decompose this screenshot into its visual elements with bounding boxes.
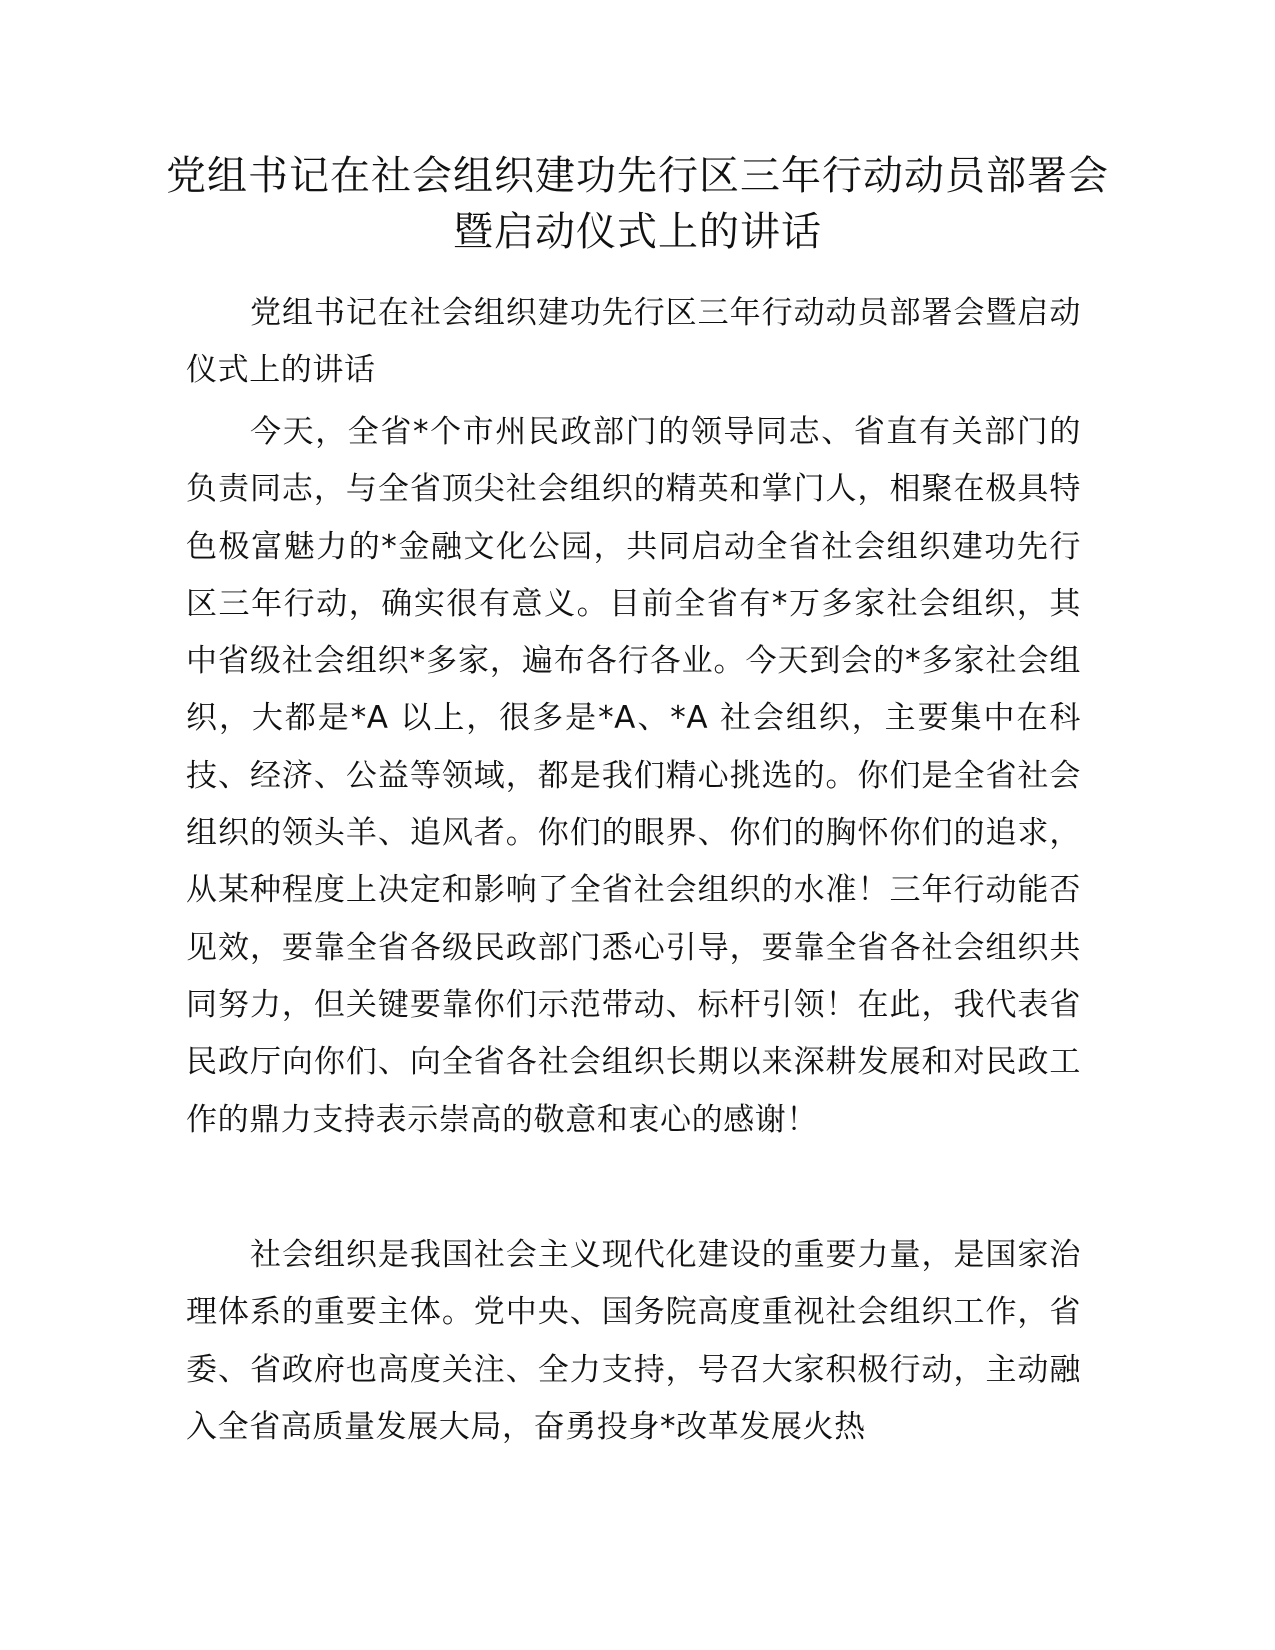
document-title: 党组书记在社会组织建功先行区三年行动动员部署会暨启动仪式上的讲话: [166, 153, 1109, 255]
paragraph-1: 党组书记在社会组织建功先行区三年行动动员部署会暨启动仪式上的讲话: [186, 295, 1081, 389]
paragraph-3: 社会组织是我国社会主义现代化建设的重要力量，是国家治理体系的重要主体。党中央、国务院高度重视社会组织工作，省委、省政府也高度关注、全力支持，号召大家积极行动，主动融入全省高质量发展大局，奋勇投身*改革发展火热: [186, 1237, 1081, 1445]
paragraph-2: 今天，全省*个市州民政部门的领导同志、省直有关部门的负责同志，与全省顶尖社会组织的精英和掌门人，相聚在极具特色极富魅力的*金融文化公园，共同启动全省社会组织建功先行区三年行动，确实很有意义。目前全省有*万多家社会组织，其中省级社会组织*多家，遍布各行各业。今天到会的*多家社会组织，大都是*A 以上，很多是*A、*A 社会组织，主要集中在科技、经济、公益等领域，都是我们精心挑选的。你们是全省社会组织的领头羊、追风者。你们的眼界、你们的胸怀你们的追求，从某种程度上决定和影响了全省社会组织的水准！三年行动能否见效，要靠全省各级民政部门悉心引导，要靠全省各社会组织共同努力，但关键要靠你们示范带动、标杆引领！在此，我代表省民政厅向你们、向全省各社会组织长期以来深耕发展和对民政工作的鼎力支持表示崇高的敬意和衷心的感谢！: [186, 414, 1081, 1138]
